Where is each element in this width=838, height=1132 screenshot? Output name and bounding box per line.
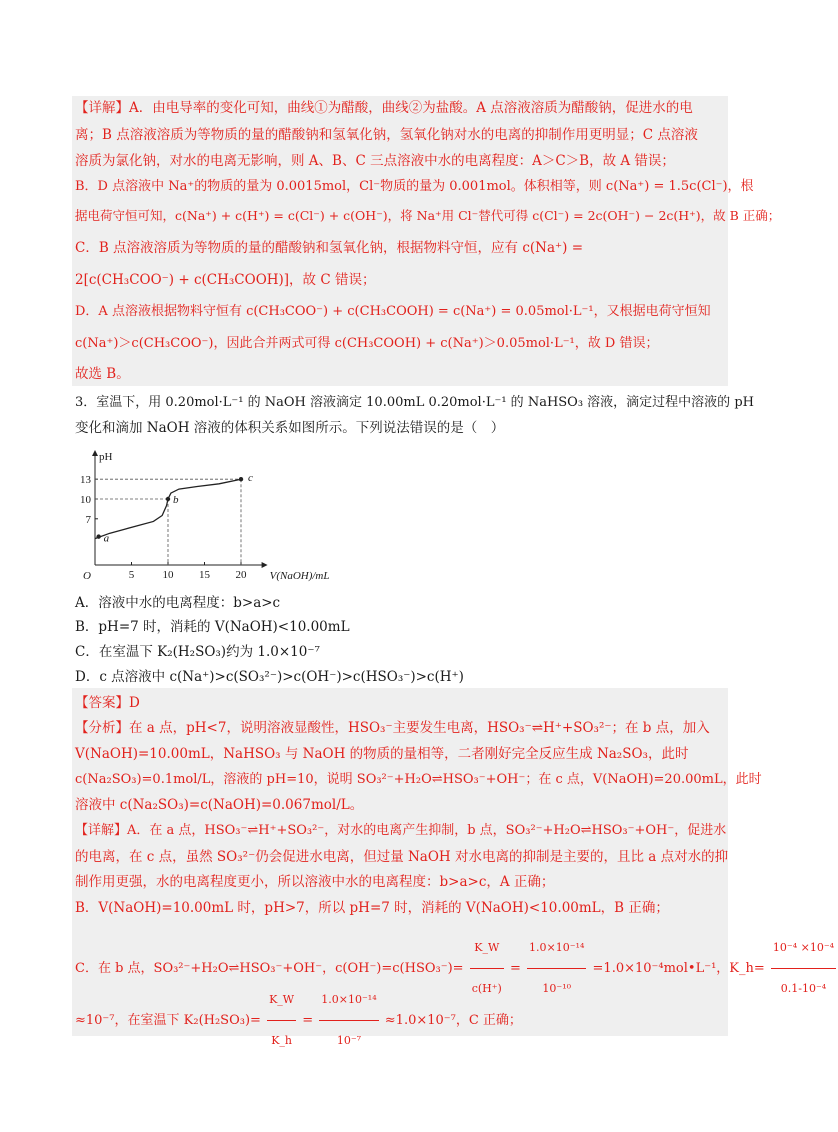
origin-label: O — [83, 570, 91, 582]
value-fraction-2: $\frac{\text{1.0×10⁻¹⁴}}{\text{10⁻⁷}}$ — [319, 980, 378, 1061]
detail-line-c-1: C．在 b 点，SO₃²⁻+H₂O⇌HSO₃⁻+OH⁻，c(OH⁻)=c(HSO₃⁻)= $\frac{K\_W}{c(H^+)}$ = $\frac{\text{1.0×10⁻¹⁴}}{\text{10⁻¹⁰}}$ =1.0×10⁻⁴mol•L⁻¹，K_h= $\frac{\text{10⁻⁴ ×10⁻⁴}}{\text{0.1-10⁻⁴}}$ — [75, 928, 838, 1009]
detail-line-c-2: ≈10⁻⁷，在室温下 K₂(H₂SO₃)= $\frac{K\_W}{K\_h}$ = $\frac{\text{1.0×10⁻¹⁴}}{\text{10⁻⁷}}$ ≈1.0×10⁻⁷，C 正确； — [75, 980, 522, 1061]
detail-line-3: 制作用更强，水的电离程度更小，所以溶液中水的电离程度：b>a>c，A 正确； — [75, 874, 555, 890]
point-label-b: b — [173, 494, 179, 506]
y-axis-arrow — [92, 450, 98, 456]
kw-over-kh-fraction: $\frac{K\_W}{K\_h}$ — [267, 980, 296, 1061]
x-axis-arrow — [262, 562, 268, 568]
detail-line-4: B．V(NaOH)=10.00mL 时，pH>7，所以 pH=7 时，消耗的 V(NaOH)<10.00mL，B 正确； — [75, 900, 669, 916]
prev-line-9: c(Na⁺)＞c(CH₃COO⁻)，因此合并两式可得 c(CH₃COOH) + c(Na⁺)＞0.05mol·L⁻¹，故 D 错误； — [75, 336, 659, 351]
answer-label: 【答案】D — [75, 695, 140, 711]
prev-line-5: 据电荷守恒可知，c(Na⁺) + c(H⁺) = c(Cl⁻) + c(OH⁻)，将 Na⁺用 Cl⁻替代可得 c(Cl⁻) = 2c(OH⁻) − 2c(H⁺)，故 B 正确； — [75, 208, 781, 223]
kw-over-ch-fraction: $\frac{K\_W}{c(H^+)}$ — [470, 928, 504, 1009]
y-axis-label: pH — [99, 451, 113, 463]
option-a: A．溶液中水的电离程度：b>a>c — [75, 595, 281, 611]
detail-c-text-b: =1.0×10⁻⁴mol•L⁻¹，K_h= — [592, 961, 765, 976]
prev-line-1: 【详解】A．由电导率的变化可知，曲线①为醋酸，曲线②为盐酸。A 点溶液溶质为醋酸钠，促进水的电 — [75, 100, 693, 116]
detail-line-1: 【详解】A．在 a 点，HSO₃⁻⇌H⁺+SO₃²⁻，对水的电离产生抑制，b 点，SO₃²⁻+H₂O⇌HSO₃⁻+OH⁻，促进水 — [75, 823, 727, 838]
y-tick-label-7: 7 — [85, 513, 91, 526]
prev-line-7: 2[c(CH₃COO⁻) + c(CH₃COOH)]，故 C 错误； — [75, 272, 376, 288]
detail-c2-text-b: ≈1.0×10⁻⁷，C 正确； — [384, 1013, 522, 1028]
point-label-c: c — [248, 472, 253, 485]
detail-c-text-a: C．在 b 点，SO₃²⁻+H₂O⇌HSO₃⁻+OH⁻，c(OH⁻)=c(HSO₃⁻)= — [75, 961, 464, 976]
value-fraction-1: $\frac{\text{1.0×10⁻¹⁴}}{\text{10⁻¹⁰}}$ — [527, 928, 586, 1009]
x-tick-label-5: 5 — [128, 569, 135, 581]
analysis-line-3: c(Na₂SO₃)=0.1mol/L，溶液的 pH=10，说明 SO₃²⁻+H₂O⇌HSO₃⁻+OH⁻；在 c 点，V(NaOH)=20.00mL，此时 — [75, 772, 762, 787]
option-d: D．c 点溶液中 c(Na⁺)>c(SO₃²⁻)>c(OH⁻)>c(HSO₃⁻)>c(H⁺) — [75, 669, 464, 685]
y-tick-label-13: 13 — [80, 474, 91, 487]
question-stem-line-2: 变化和滴加 NaOH 溶液的体积关系如图所示。下列说法错误的是（ ） — [75, 420, 505, 436]
option-c: C．在室温下 K₂(H₂SO₃)约为 1.0×10⁻⁷ — [75, 644, 320, 660]
x-axis-label: V(NaOH)/mL — [269, 570, 330, 582]
y-tick-label-10: 10 — [80, 494, 91, 506]
analysis-line-2: V(NaOH)=10.00mL，NaHSO₃ 与 NaOH 的物质的量相等，二者刚好完全反应生成 Na₂SO₃，此时 — [75, 746, 689, 762]
question-stem-line-1: 3．室温下，用 0.20mol·L⁻¹ 的 NaOH 溶液滴定 10.00mL 0.20mol·L⁻¹ 的 NaHSO₃ 溶液，滴定过程中溶液的 pH — [75, 395, 754, 410]
point-c — [239, 477, 243, 481]
kh-fraction: $\frac{\text{10⁻⁴ ×10⁻⁴}}{\text{0.1-10⁻⁴}}$ — [771, 928, 836, 1009]
prev-line-8: D．A 点溶液根据物料守恒有 c(CH₃COO⁻) + c(CH₃COOH) = c(Na⁺) = 0.05mol·L⁻¹，又根据电荷守恒知 — [75, 304, 711, 319]
detail-c2-text-a: ≈10⁻⁷，在室温下 K₂(H₂SO₃)= — [75, 1013, 261, 1028]
prev-line-2: 离；B 点溶液溶质为等物质的量的醋酸钠和氢氧化钠，氢氧化钠对水的电离的抑制作用更明显；C 点溶液 — [75, 127, 698, 143]
prev-line-10: 故选 B。 — [75, 366, 130, 382]
point-b — [166, 497, 170, 501]
detail-line-2: 的电离，在 c 点，虽然 SO₃²⁻仍会促进水电离，但过量 NaOH 对水电离的抑制是主要的，且比 a 点对水的抑 — [75, 849, 729, 865]
point-a — [96, 534, 100, 538]
x-tick-label-10: 10 — [162, 569, 174, 581]
point-label-a: a — [103, 532, 110, 545]
prev-line-3: 溶质为氯化钠，对水的电离无影响，则 A、B、C 三点溶液中水的电离程度：A＞C＞B，故 A 错误； — [75, 153, 675, 169]
analysis-line-1: 【分析】在 a 点，pH<7，说明溶液显酸性，HSO₃⁻主要发生电离，HSO₃⁻⇌H⁺+SO₃²⁻；在 b 点，加入 — [75, 720, 710, 736]
prev-line-6: C．B 点溶液溶质为等物质的量的醋酸钠和氢氧化钠，根据物料守恒，应有 c(Na⁺) = — [75, 240, 584, 256]
prev-line-4: B．D 点溶液中 Na⁺的物质的量为 0.0015mol，Cl⁻物质的量为 0.001mol。体积相等，则 c(Na⁺) = 1.5c(Cl⁻)，根 — [75, 179, 754, 194]
x-tick-label-15: 15 — [199, 569, 210, 581]
x-tick-label-20: 20 — [235, 569, 247, 581]
analysis-line-4: 溶液中 c(Na₂SO₃)=c(NaOH)=0.067mol/L。 — [75, 797, 364, 813]
ph-titration-chart — [75, 448, 335, 583]
option-b: B．pH=7 时，消耗的 V(NaOH)<10.00mL — [75, 619, 350, 635]
